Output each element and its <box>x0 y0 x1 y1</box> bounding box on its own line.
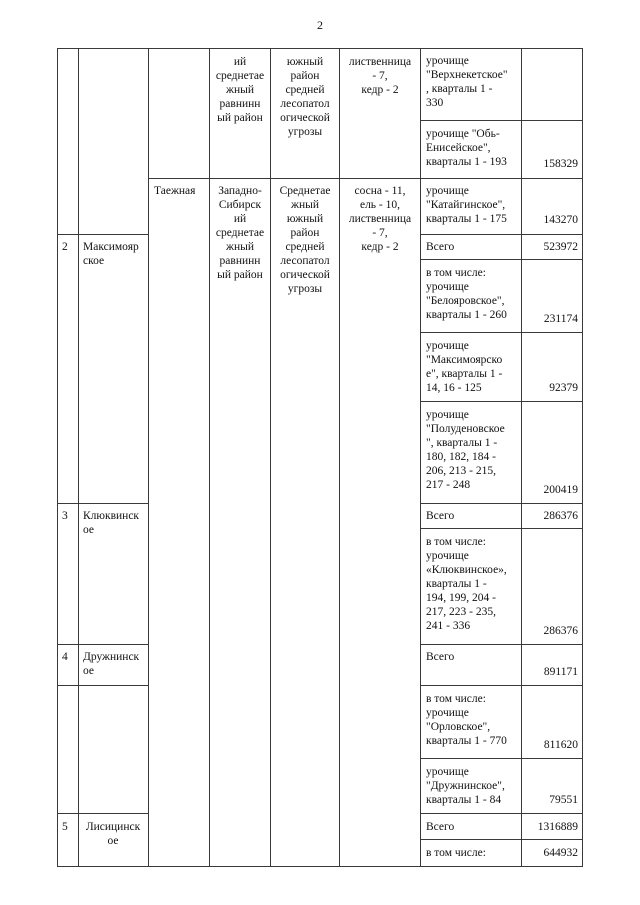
row-divider <box>420 839 583 840</box>
column-divider <box>209 48 210 866</box>
table-border-top <box>57 48 583 49</box>
tract-description: в том числе: <box>426 847 486 859</box>
row-divider <box>420 259 583 260</box>
row-divider <box>420 528 583 529</box>
column-divider <box>78 48 79 866</box>
tract-description: в том числе: урочище "Орловское", кварталы 1 - 770 <box>426 693 507 747</box>
row-divider <box>57 813 149 814</box>
species-cell: лиственница - 7, кедр - 2 <box>348 56 412 96</box>
column-divider <box>339 48 340 866</box>
area-value: 286376 <box>543 510 578 522</box>
forestry-name: Клюквинск ое <box>83 510 140 536</box>
row-divider <box>420 758 583 759</box>
tract-description: Всего <box>426 821 455 833</box>
area-value: 523972 <box>543 241 578 253</box>
area-value: 158329 <box>543 158 578 170</box>
area-value: 79551 <box>549 794 578 806</box>
area-value: 1316889 <box>537 821 578 833</box>
row-divider <box>57 503 149 504</box>
area-value: 92379 <box>549 382 578 394</box>
row-divider <box>420 401 583 402</box>
row-divider <box>420 813 583 814</box>
tract-description: урочище "Обь- Енисейское", кварталы 1 - 193 <box>426 128 507 168</box>
tract-description: урочище "Полуденовское ", кварталы 1 - 180, 182, 184 - 206, 213 - 215, 217 - 248 <box>426 409 505 491</box>
table-border-left <box>57 48 58 866</box>
forest-district-cell: южный район средней лесопатол огической угрозы <box>280 56 330 138</box>
row-number: 2 <box>62 241 68 253</box>
region-cell: Западно- Сибирск ий среднетае жный равнинн ый район <box>215 185 265 281</box>
forest-district-cell: Среднетае жный южный район средней лесопатол огической угрозы <box>279 185 331 295</box>
area-value: 286376 <box>543 625 578 637</box>
tract-description: урочище "Верхнекетское" , кварталы 1 - 330 <box>426 55 508 109</box>
column-divider <box>148 48 149 866</box>
column-divider <box>270 48 271 866</box>
row-divider <box>57 644 149 645</box>
forestry-name: Лисицинск ое <box>85 821 141 847</box>
table-border-right <box>582 48 583 866</box>
row-divider <box>420 644 583 645</box>
row-divider <box>420 120 583 121</box>
area-value: 200419 <box>543 484 578 496</box>
page-number: 2 <box>317 18 323 32</box>
row-divider <box>420 332 583 333</box>
area-value: 231174 <box>543 313 578 325</box>
forestry-name: Максимояр ское <box>83 241 139 267</box>
row-number: 5 <box>62 821 68 833</box>
row-divider <box>57 234 149 235</box>
zone-cell: Таежная <box>154 185 196 197</box>
area-value: 891171 <box>543 666 578 678</box>
row-divider <box>420 685 583 686</box>
row-divider <box>420 503 583 504</box>
region-cell: ий среднетае жный равнинн ый район <box>215 56 265 124</box>
tract-description: в том числе: урочище «Клюквинское», кварталы 1 - 194, 199, 204 - 217, 223 - 235, 241 - 336 <box>426 536 507 632</box>
area-value: 811620 <box>543 739 578 751</box>
area-value: 644932 <box>543 847 578 859</box>
row-divider <box>420 234 583 235</box>
table-border-bottom <box>57 866 583 867</box>
species-cell: сосна - 11, ель - 10, лиственница - 7, кедр - 2 <box>348 185 412 253</box>
tract-description: Всего <box>426 510 455 522</box>
tract-description: урочище "Катайгинское", кварталы 1 - 175 <box>426 185 507 225</box>
forestry-name: Дружнинск ое <box>83 651 140 677</box>
column-divider <box>420 48 421 866</box>
area-value: 143270 <box>543 214 578 226</box>
row-divider <box>148 178 583 179</box>
row-number: 3 <box>62 510 68 522</box>
row-number: 4 <box>62 651 68 663</box>
tract-description: урочище "Дружнинское", кварталы 1 - 84 <box>426 766 505 806</box>
row-divider <box>57 685 149 686</box>
tract-description: урочище "Максимоярско е", кварталы 1 - 14, 16 - 125 <box>426 340 503 394</box>
tract-description: Всего <box>426 241 455 253</box>
tract-description: в том числе: урочище "Белояровское", кварталы 1 - 260 <box>426 267 507 321</box>
tract-description: Всего <box>426 651 455 663</box>
